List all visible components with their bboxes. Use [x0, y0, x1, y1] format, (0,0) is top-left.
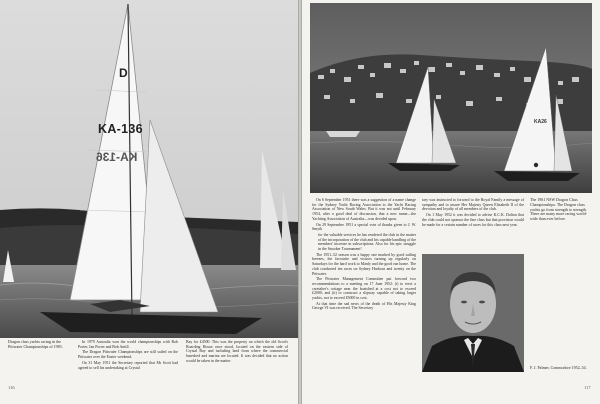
- sail-number: KA-136: [98, 122, 143, 136]
- paragraph: Bay for £4500. This was the property on which the old Scott's Boarding House once stood, located on the eastern side of Crystal Bay and including land from where the commercial baseshed and marina are located. It was decided that no action would be taken in the matter.: [186, 340, 288, 363]
- paragraph: tary was instructed to forward to the Royal Family a message of sympathy and to assure Her Majesty Queen Elizabeth II of the devotion and loyalty of all members of the club.: [422, 198, 524, 212]
- right-text-column-2: [422, 198, 524, 228]
- portrait-caption: F. J. Palmer, Commodore 1952–54.: [530, 365, 587, 370]
- paragraph: The Pittwater Management Committee put forward two recommendations to a meeting on 17 June 1952: (i) to erect a caretaker's cottage near the boatshed at a cost not to exceed £2000; and (ii) to construct a slipway capable of taking larger yachts, not to exceed £5000 in cost.: [312, 277, 416, 301]
- sail-number-mirrored: KA-136: [96, 150, 138, 164]
- page-number-left: 116: [8, 385, 15, 390]
- paragraph: The 1951–52 season was a happy one marked by good sailing breezes, the favourite and visitors turning up regularly on Saturdays for the hard work to Manly and the good run home. The club conducted ten races on Sydney Harbour and twenty on the Pittwater.: [312, 252, 416, 276]
- photo-caption: Dragon class yachts racing in the Pittwater Championships of 1983.: [8, 339, 63, 349]
- paragraph: On 6 September 1951 there was a suggestion of a name change for the Sydney Yacht Racing Association to the Yacht Racing Association of New South Wales. But it was not until February 1954, after a good deal of discussion, that a new name—the Yachting Association of Australia—was decided upon.: [312, 198, 416, 221]
- dragon-championship-photo: [310, 3, 592, 193]
- portrait-photo: [422, 254, 524, 372]
- left-text-column-2: [186, 340, 288, 365]
- page-number-right: 117: [584, 385, 591, 390]
- dragon-yachts-racing-photo: [0, 0, 298, 338]
- paragraph: On 31 May 1951 the Secretary reported that Mr Scott had agreed to sell his undertaking at Crystal: [78, 360, 178, 370]
- paragraph: for the valuable services he has rendered the club in the matter of the incorporation of the club and his capable handling of the members' increase in subscriptions. Also for his epic struggle in the Snooker Tournament!: [318, 232, 416, 252]
- sail-letter: D: [119, 66, 128, 80]
- paragraph: In 1979 Australia won the world championships with Rob Porter, Ian Porter and Bob Antill.: [78, 340, 178, 349]
- sail-number-right: KA26: [534, 119, 547, 125]
- paragraph: On 1 May 1952 it was decided to advise K.C.K. Dalton that the club could not sponsor the fine class but that provision would be made for a certain number of races for this class next year.: [422, 213, 524, 227]
- paragraph: The Dragon Pittwater Championships are still sailed on the Pittwater over the Easter weekend.: [78, 350, 178, 360]
- paragraph: On 29 September 1951 a special vote of thanks given to J. W. Smyth: [312, 222, 416, 232]
- right-page: [302, 0, 600, 404]
- right-text-column-1: [312, 198, 416, 312]
- paragraph: At that time the sad news of the death of His Majesty King George VI was received. The Secretary: [312, 301, 416, 311]
- left-text-column-1: [78, 340, 178, 371]
- left-page: [0, 0, 298, 404]
- championship-photo-caption: The 1961 NSW Dragon Class Championships. The Dragon class yachts go from strength to strength. There are many more racing world-wide than ever before.: [530, 197, 587, 222]
